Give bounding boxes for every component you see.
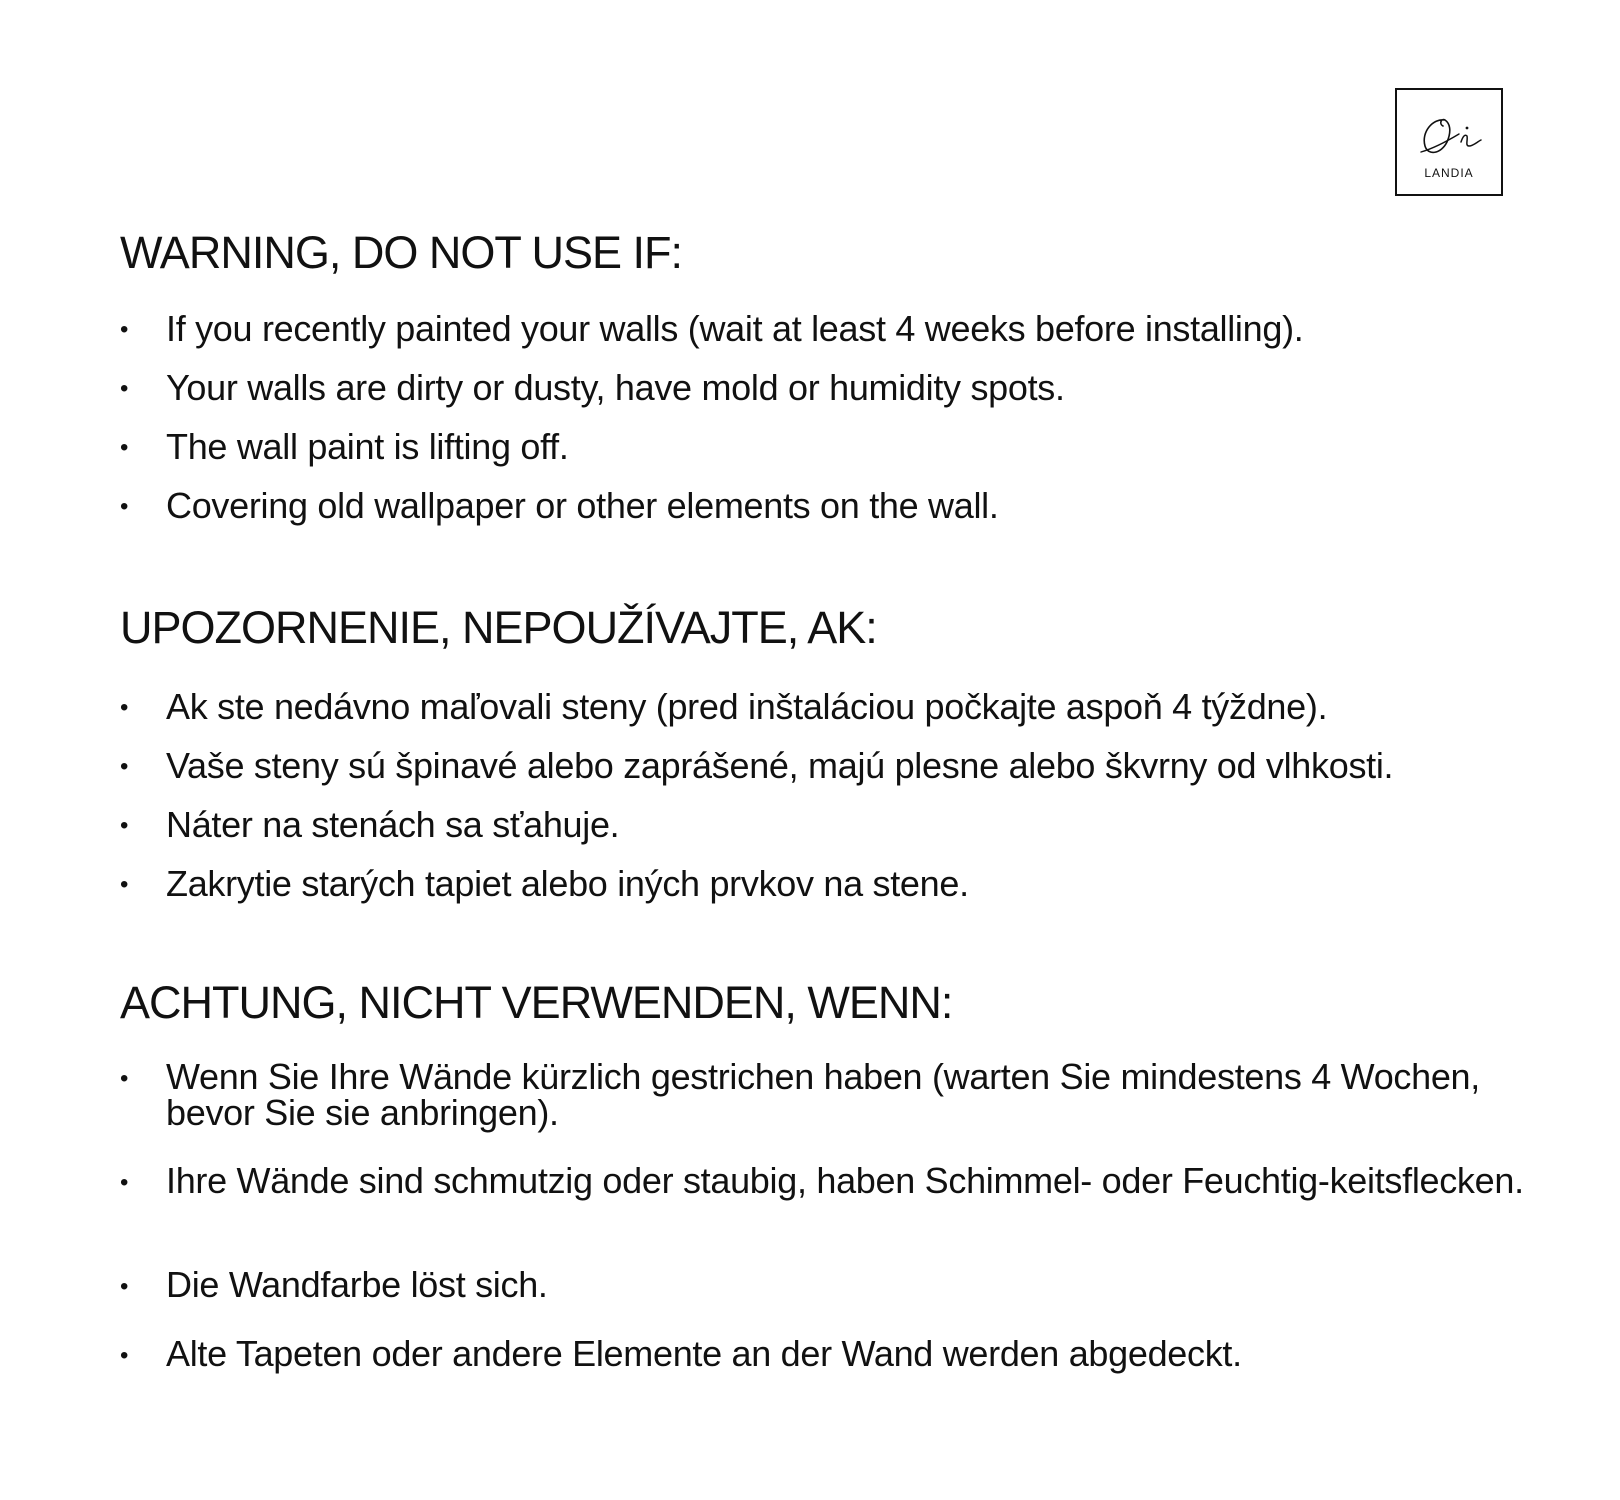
list-item xyxy=(120,864,1560,923)
warning-list xyxy=(120,687,1560,923)
list-item-text: Náter na stenách sa sťahuje. xyxy=(166,804,620,845)
list-item-text: The wall paint is lifting off. xyxy=(166,426,569,467)
list-item-text: Wenn Sie Ihre Wände kürzlich gestrichen haben (warten Sie mindestens 4 Wochen, bevor Sie sie anbringen). xyxy=(166,1056,1480,1133)
bullet-icon: • xyxy=(120,753,129,780)
brand-logo xyxy=(1395,88,1503,196)
warning-section-german xyxy=(120,977,1560,1405)
list-item-text: Ak ste nedávno maľovali steny (pred inštaláciou počkajte aspoň 4 týždne). xyxy=(166,686,1328,727)
warning-list xyxy=(120,1056,1560,1405)
bullet-icon: • xyxy=(120,871,129,898)
list-item xyxy=(120,427,1560,486)
section-heading: ACHTUNG, NICHT VERWENDEN, WENN: xyxy=(120,977,953,1028)
bullet-icon: • xyxy=(120,375,129,402)
list-item-text: Ihre Wände sind schmutzig oder staubig, haben Schimmel- oder Feuchtig-keitsflecken. xyxy=(166,1160,1524,1201)
warning-section-slovak xyxy=(120,602,1560,923)
list-item-text: Covering old wallpaper or other elements on the wall. xyxy=(166,485,999,526)
list-item-text: Vaše steny sú špinavé alebo zaprášené, majú plesne alebo škvrny od vlhkosti. xyxy=(166,745,1394,786)
bullet-icon: • xyxy=(120,1169,129,1196)
signature-logo-icon xyxy=(1415,106,1487,164)
logo-wordmark: LANDIA xyxy=(1424,166,1474,180)
bullet-icon: • xyxy=(120,316,129,343)
list-item-text: Zakrytie starých tapiet alebo iných prvkov na stene. xyxy=(166,863,969,904)
list-item xyxy=(120,1264,1560,1336)
list-item-text: If you recently painted your walls (wait at least 4 weeks before installing). xyxy=(166,308,1304,349)
warning-section-english xyxy=(120,227,1560,545)
list-item xyxy=(120,687,1560,746)
list-item xyxy=(120,368,1560,427)
section-heading: UPOZORNENIE, NEPOUŽÍVAJTE, AK: xyxy=(120,602,877,653)
bullet-icon: • xyxy=(120,493,129,520)
bullet-icon: • xyxy=(120,694,129,721)
list-item xyxy=(120,1160,1560,1267)
bullet-icon: • xyxy=(120,1065,129,1092)
list-item xyxy=(120,746,1560,805)
list-item-text: Your walls are dirty or dusty, have mold or humidity spots. xyxy=(166,367,1065,408)
list-item-text: Die Wandfarbe löst sich. xyxy=(166,1264,548,1305)
warning-list xyxy=(120,309,1560,545)
list-item xyxy=(120,805,1560,864)
list-item-text: Alte Tapeten oder andere Elemente an der Wand werden abgedeckt. xyxy=(166,1333,1242,1374)
list-item xyxy=(120,309,1560,368)
bullet-icon: • xyxy=(120,1342,129,1369)
list-item xyxy=(120,1056,1560,1163)
bullet-icon: • xyxy=(120,434,129,461)
list-item xyxy=(120,486,1560,545)
list-item xyxy=(120,1333,1560,1405)
bullet-icon: • xyxy=(120,812,129,839)
section-heading: WARNING, DO NOT USE IF: xyxy=(120,227,683,278)
bullet-icon: • xyxy=(120,1273,129,1300)
